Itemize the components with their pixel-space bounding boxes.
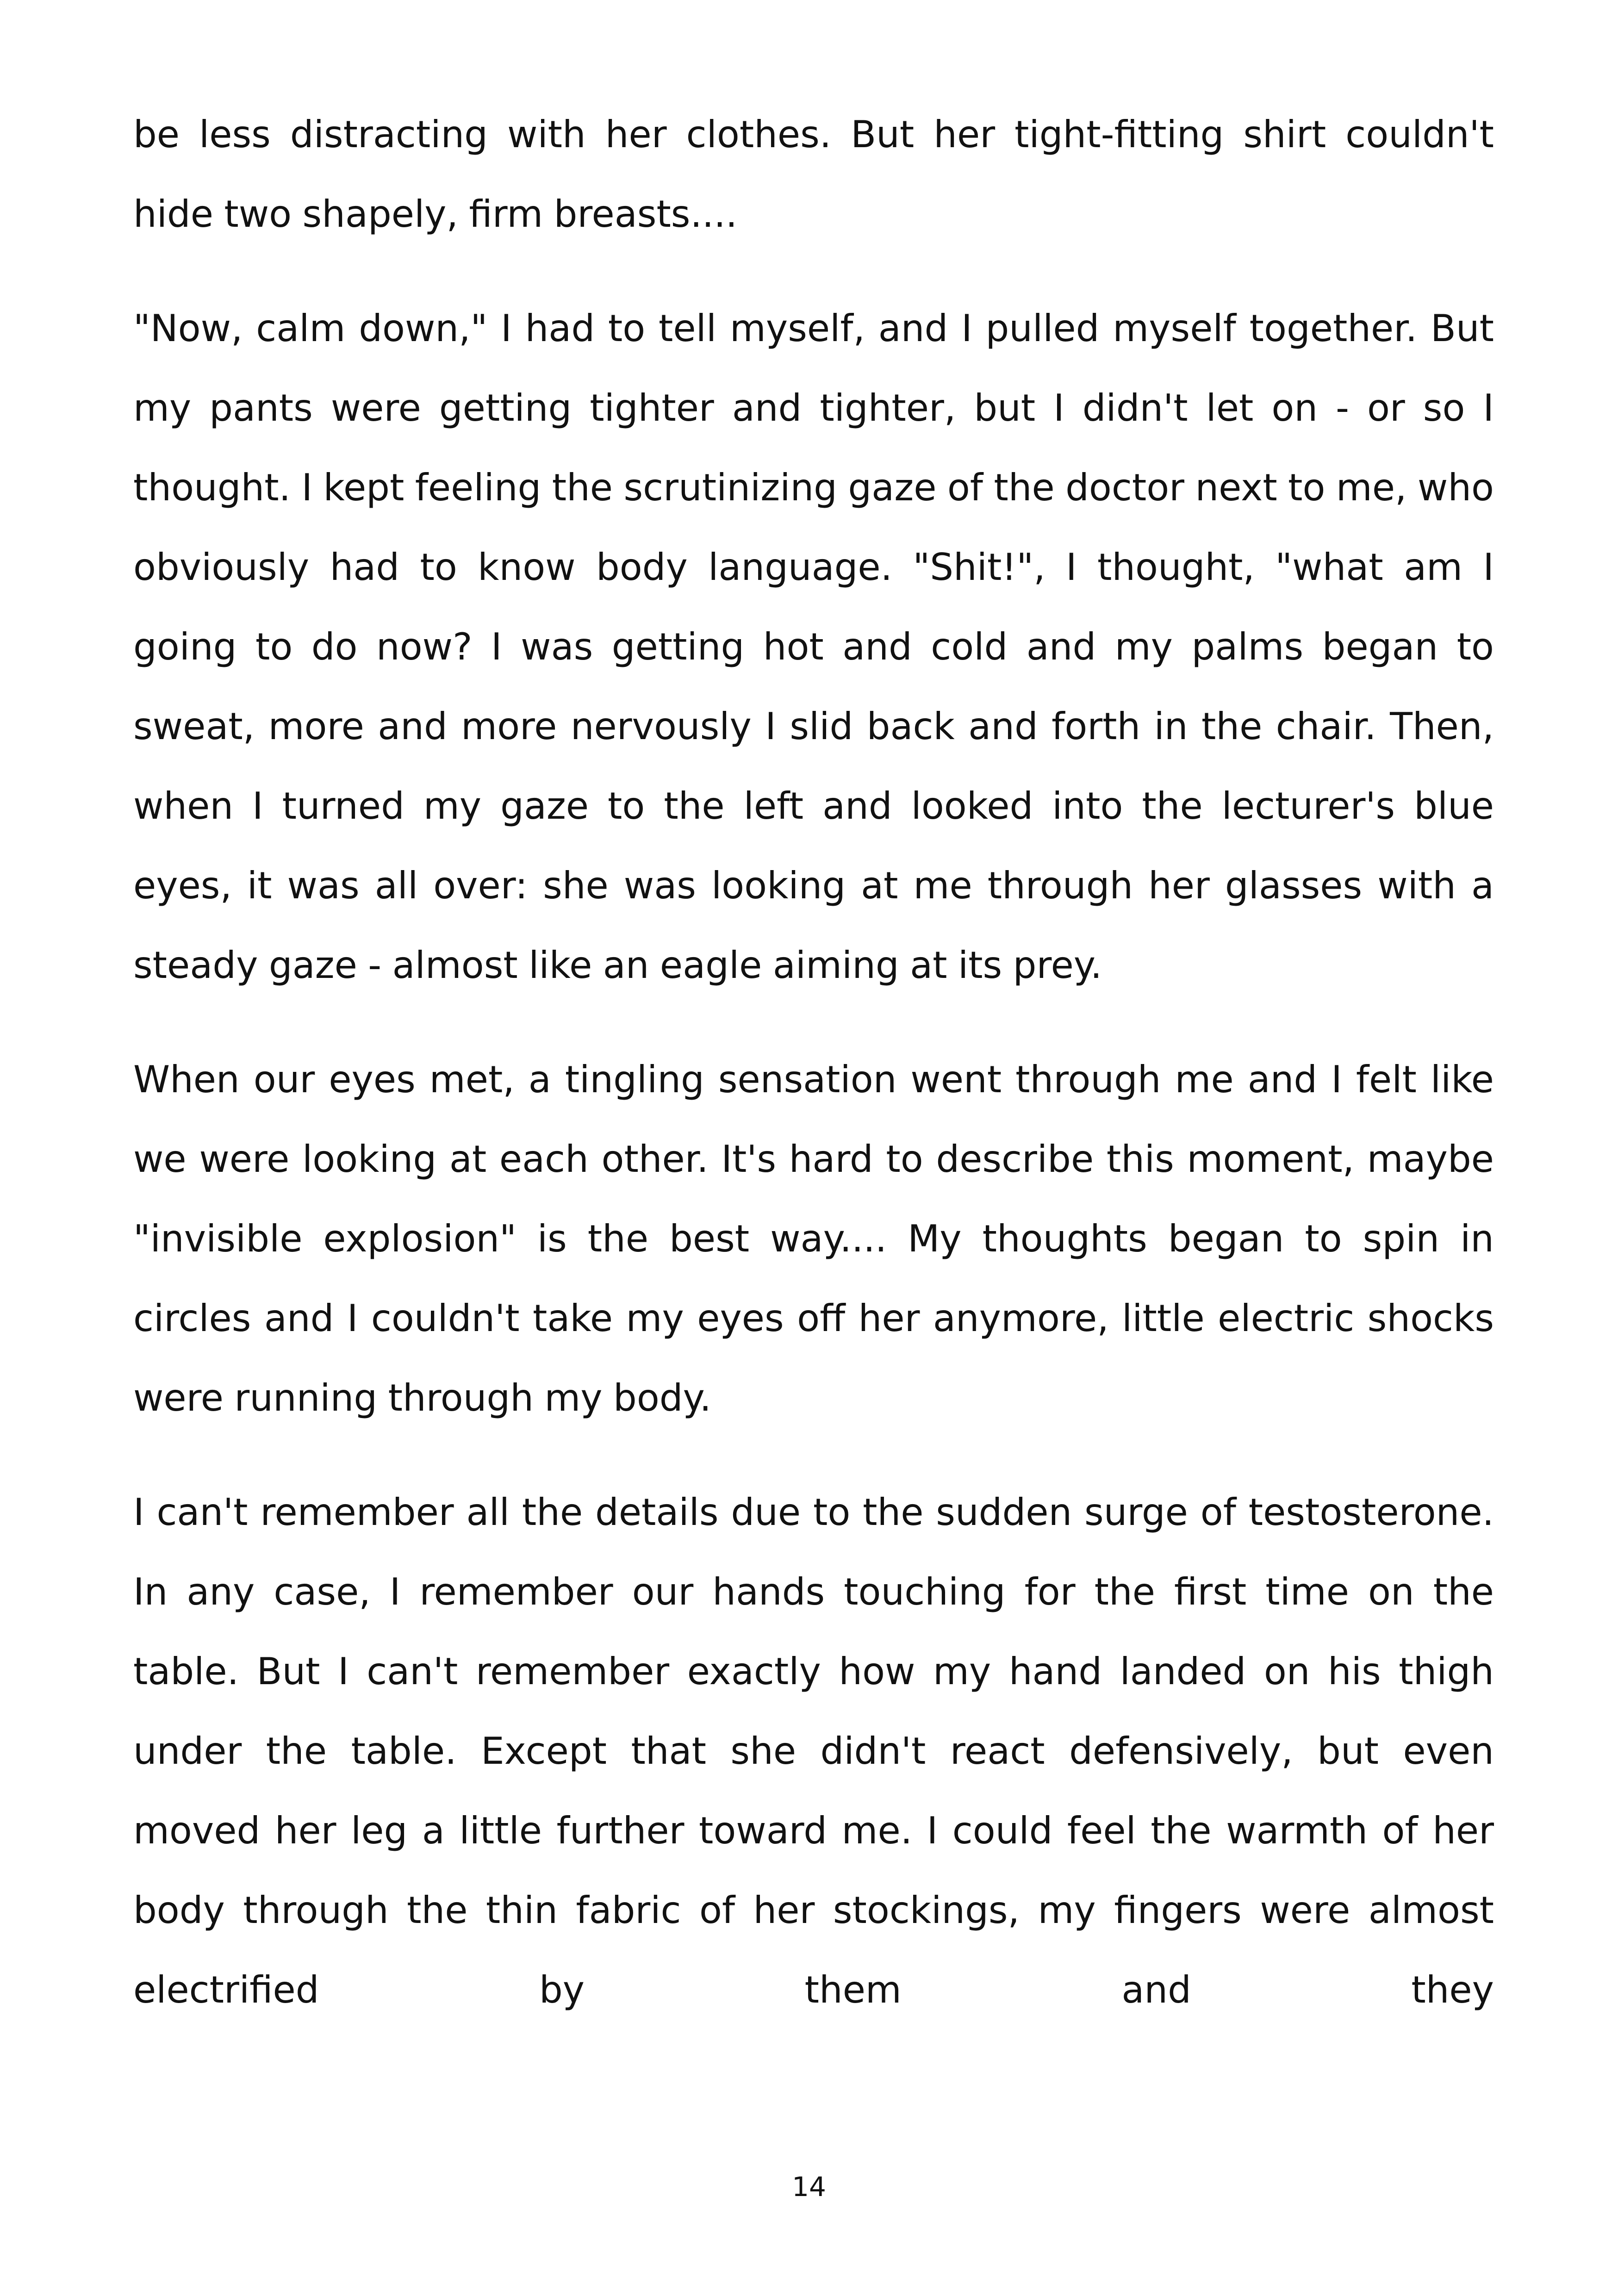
paragraph-2: "Now, calm down," I had to tell myself, and I pulled myself together. But my pants were getting tighter and tighter, but I didn't let on - or so I thought. I kept feeling the scrutinizing gaze of the doctor next to me, who obviously had to know body language. "Shit!", I thought, "what am I going to do now? I was getting hot and cold and my palms began to sweat, more and more nervously I slid back and forth in the chair. Then, when I turned my gaze to the left and looked into the lecturer's blue eyes, it was all over: she was looking at me through her glasses with a steady gaze - almost like an eagle aiming at its prey. — [133, 307, 1494, 987]
paragraph-1: be less distracting with her clothes. But her tight-fitting shirt couldn't hide two shapely, firm breasts.... — [133, 113, 1494, 236]
paragraph-4: I can't remember all the details due to the sudden surge of testosterone. In any case, I remember our hands touching for the first time on the table. But I can't remember exactly how my hand landed on his thigh under the table. Except that she didn't react defensively, but even moved her leg a little further toward me. I could feel the warmth of her body through the thin fabric of her stockings, my fingers were almost electrified by them and they — [133, 1491, 1494, 2011]
paragraph-3: When our eyes met, a tingling sensation went through me and I felt like we were looking at each other. It's hard to describe this moment, maybe "invisible explosion" is the best way.... My thoughts began to spin in circles and I couldn't take my eyes off her anymore, little electric shocks were running through my body. — [133, 1058, 1494, 1419]
body-text — [133, 95, 1494, 2030]
page-number: 14 — [792, 2171, 826, 2203]
